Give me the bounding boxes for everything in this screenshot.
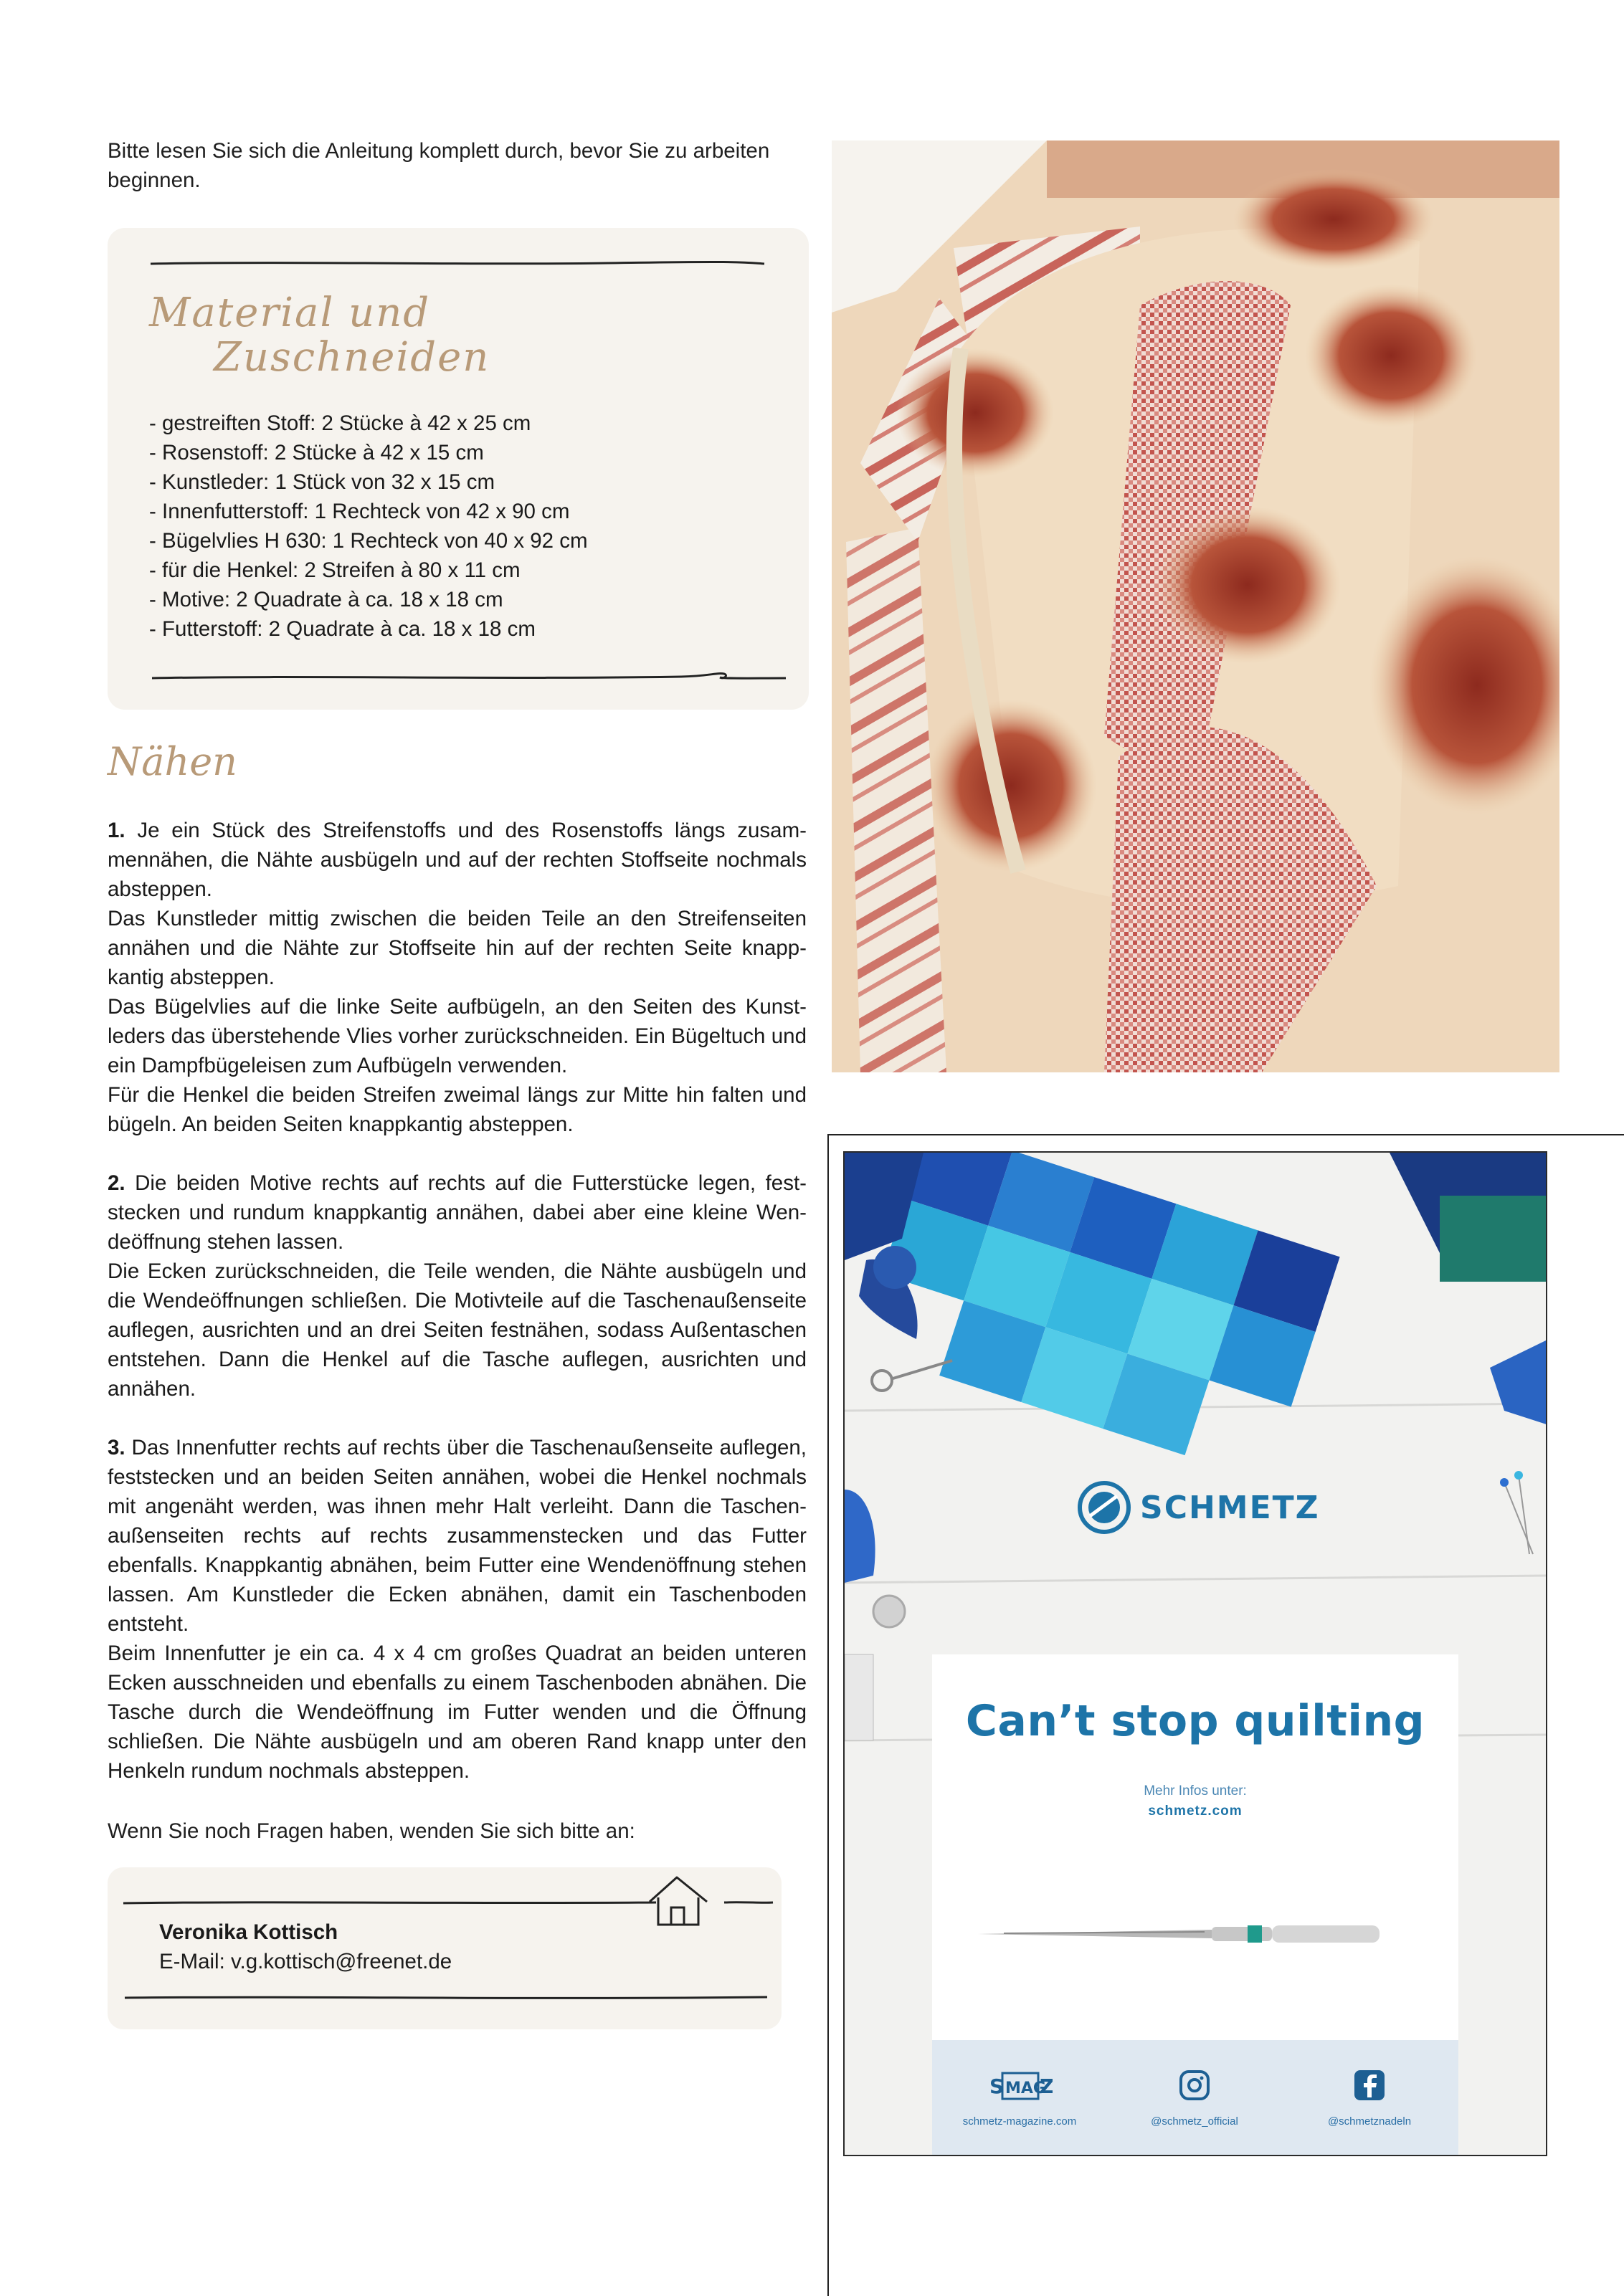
social-facebook[interactable] (1282, 2069, 1457, 2128)
step-text: Das Innenfutter rechts auf rechts über die Taschenaußenseite auflegen, feststecken und an beiden Seiten annähen, wobei die Henkel nochmals mit angenäht werden, was ihnen mehr Halt verleiht. Dann die Taschenaußenseiten rechts auf rechts zusammenstecken und das Futter ebenfalls. Knappkantig abnähen, beim Futter eine Wendenöffnung stehen lassen. Am Kunstleder die Ecken abnähen, damit ein Taschenboden entsteht. (108, 1436, 807, 1636)
bag-photo (832, 140, 1559, 1072)
material-title-line1: Material und (149, 290, 431, 336)
ad-frame-left-line (827, 1134, 829, 2296)
schmetz-logo-icon (1075, 1479, 1133, 1536)
list-item: - Kunstleder: 1 Stück von 32 x 15 cm (149, 470, 495, 494)
ad-url[interactable]: schmetz.com (1148, 1804, 1243, 1819)
svg-text:S: S (989, 2075, 1005, 2098)
step-number: 1. (108, 819, 125, 842)
bag-photo-illustration (832, 140, 1559, 1072)
step-text: Die beiden Motive rechts auf rechts auf die Futterstücke legen, feststecken und rundum knappkantig annähen, dabei aber eine kleine Wendeöffnung stehen lassen. (108, 1171, 807, 1254)
material-box (108, 228, 809, 710)
contact-box (108, 1867, 782, 2029)
contact-intro: Wenn Sie noch Fragen haben, wenden Sie sich bitte an: (108, 1819, 635, 1843)
step-number: 2. (108, 1171, 125, 1195)
step-text: Je ein Stück des Streifenstoffs und des Rosenstoffs längs zusammennähen, die Nähte ausbügeln und auf der rechten Stoffseite nochmals absteppen. (108, 819, 807, 901)
ad-social-footer (932, 2040, 1458, 2156)
social-instagram[interactable] (1107, 2069, 1282, 2128)
facebook-icon (1353, 2069, 1386, 2102)
schmetz-ad (843, 1151, 1547, 2156)
step-1-paragraph (108, 816, 807, 904)
list-item: - für die Henkel: 2 Streifen à 80 x 11 cm (149, 558, 521, 582)
step-2-paragraph (108, 1168, 807, 1257)
house-icon (642, 1872, 714, 1929)
naehen-title: Nähen (108, 739, 237, 784)
needle-image (975, 1912, 1398, 1956)
svg-text:MAG: MAG (1005, 2080, 1046, 2097)
contact-email[interactable]: E-Mail: v.g.kottisch@freenet.de (159, 1950, 452, 1973)
social-label: @schmetznadeln (1327, 2115, 1412, 2128)
brand-name: SCHMETZ (1140, 1490, 1320, 1526)
instruction-steps (108, 816, 807, 1786)
ad-frame-top-line (827, 1134, 1624, 1135)
list-item: - Innenfutterstoff: 1 Rechteck von 42 x 90 cm (149, 500, 570, 523)
step-text: Die Ecken zurückschneiden, die Teile wenden, die Nähte ausbügeln und die Wendeöffnungen schließen. Die Motivteile auf die Taschenaußenseite auflegen, ausrichten und an drei Seiten festnähen, sodass Außentaschen entstehen. Dann die Henkel auf die Tasche auflegen, ausrichten und annähen. (108, 1259, 807, 1401)
list-item: - Futterstoff: 2 Quadrate à ca. 18 x 18 cm (149, 617, 536, 641)
smagz-logo (987, 2069, 1053, 2102)
instagram-icon (1178, 2069, 1211, 2102)
list-item: - Motive: 2 Quadrate à ca. 18 x 18 cm (149, 588, 503, 611)
intro-text: Bitte lesen Sie sich die Anleitung komplett durch, bevor Sie zu arbeiten beginnen. (108, 139, 770, 192)
contact-name: Veronika Kottisch (159, 1920, 338, 1944)
social-smagz[interactable] (932, 2069, 1107, 2128)
material-list (149, 409, 766, 644)
ad-headline: Can’t stop quilting (965, 1696, 1425, 1746)
step-text: Für die Henkel die beiden Streifen zweimal längs zur Mitte hin falten und bügeln. An beiden Seiten knappkantig absteppen. (108, 1083, 807, 1136)
svg-text:Z (1040, 2075, 1053, 2098)
list-item: - gestreiften Stoff: 2 Stücke à 42 x 25 cm (149, 411, 531, 435)
social-label: schmetz-magazine.com (962, 2115, 1077, 2128)
step-3-paragraph (108, 1433, 807, 1639)
step-number: 3. (108, 1436, 125, 1459)
top-divider-line (149, 259, 766, 268)
material-title-line2: Zuschneiden (214, 334, 490, 381)
bottom-divider-line (151, 667, 789, 684)
list-item: - Bügelvlies H 630: 1 Rechteck von 40 x 92 cm (149, 529, 588, 553)
step-text: Das Bügelvlies auf die linke Seite aufbügeln, an den Seiten des Kunstleders das überstehende Vlies vorher zurückschneiden. Ein Bügeltuch und ein Dampfbügeleisen zum Aufbügeln verwenden. (108, 995, 807, 1077)
list-item: - Rosenstoff: 2 Stücke à 42 x 15 cm (149, 441, 484, 465)
step-text: Das Kunstleder mittig zwischen die beiden Teile an den Streifenseiten annähen und die Nähte zur Stoffseite hin auf der rechten Seite knappkantig absteppen. (108, 907, 807, 989)
contact-bottom-line (123, 1993, 769, 2002)
social-label: @schmetz_official (1151, 2115, 1238, 2128)
ad-info-label: Mehr Infos unter: (1144, 1783, 1247, 1799)
step-text: Beim Innenfutter je ein ca. 4 x 4 cm großes Quadrat an beiden unteren Ecken ausschneiden und ebenfalls zu einem Taschenboden abnähen. Die Tasche durch die Wendeöffnung im Futter wenden und die Öffnung schließen. Die Nähte ausbügeln und am oberen Rand knapp unter den Henkeln rundum nochmals absteppen. (108, 1642, 807, 1783)
